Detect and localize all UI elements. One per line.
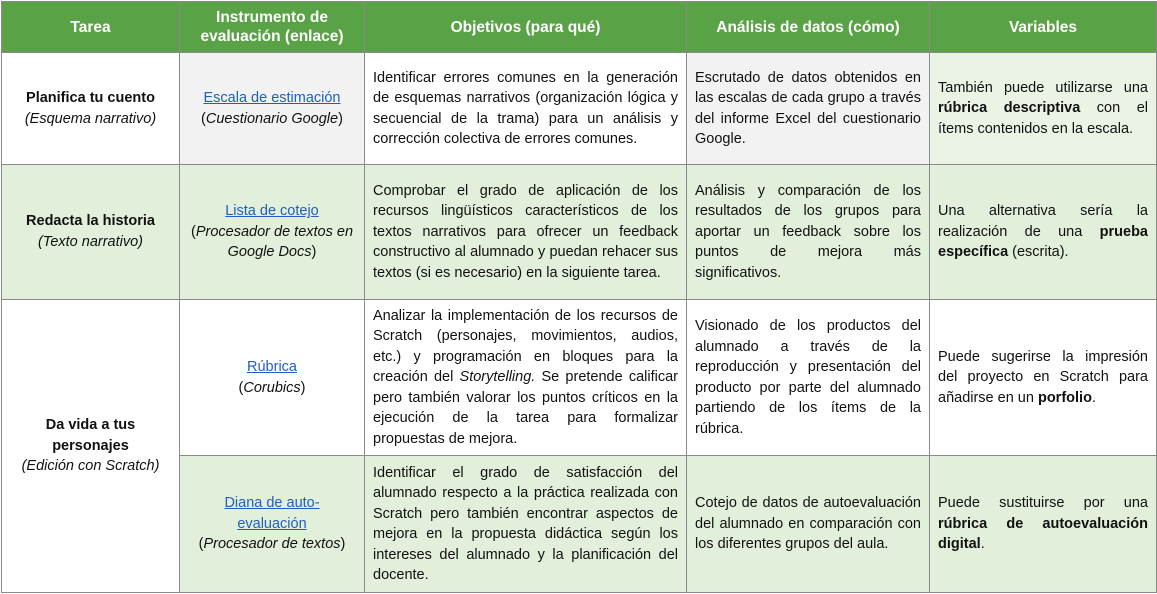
header-variables: Variables bbox=[930, 2, 1157, 53]
instrumento-link-line2: evaluación bbox=[237, 515, 307, 532]
variables-highlight: rúbrica descriptiva bbox=[938, 100, 1081, 117]
header-instrumento-line2: evaluación (enlace) bbox=[200, 28, 344, 45]
instrumento-sub-close: ) bbox=[311, 244, 317, 261]
instrumento-sub-open: ( bbox=[190, 223, 196, 240]
variables-highlight: porfolio bbox=[1037, 389, 1092, 406]
objetivos-emphasis: Storytelling. bbox=[459, 369, 536, 386]
variables-text: Una alternativa sería la realización de una bbox=[938, 203, 1148, 240]
instrumento-cell bbox=[180, 299, 365, 456]
instrumento-link[interactable]: Rúbrica bbox=[247, 359, 297, 376]
instrumento-link[interactable]: Lista de cotejo bbox=[225, 203, 319, 220]
tarea-title: Redacta la historia bbox=[26, 213, 155, 230]
variables-text: También puede utilizarse una bbox=[938, 79, 1148, 96]
objetivos-cell: Identificar el grado de satisfacción del alumnado respecto a la práctica realizada con Scratch pero también encontrar aspectos de mejora en la propuesta didáctica según los intereses del alumnado y la planificación del docente. bbox=[365, 456, 687, 593]
analisis-cell: Visionado de los productos del alumnado a través de la reproducción y presentación del producto por parte del alumnado partiendo de los ítems de la rúbrica. bbox=[687, 299, 930, 456]
variables-cell bbox=[930, 299, 1157, 456]
instrumento-subtitle: Cuestionario Google bbox=[205, 110, 339, 127]
analisis-cell: Cotejo de datos de autoevaluación del alumnado en comparación con los diferentes grupos del aula. bbox=[687, 456, 930, 593]
instrumento-subtitle: Corubics bbox=[243, 379, 301, 396]
header-instrumento bbox=[180, 2, 365, 53]
header-row bbox=[2, 2, 1157, 53]
tarea-cell bbox=[2, 299, 180, 592]
instrumento-subtitle: Procesador de textos en Google Docs bbox=[195, 223, 354, 261]
tarea-cell bbox=[2, 165, 180, 299]
variables-text: Puede sugerirse la impresión del proyecto en Scratch para añadirse en un bbox=[938, 348, 1148, 406]
instrumento-cell bbox=[180, 165, 365, 299]
variables-text-end: . bbox=[980, 536, 985, 553]
table-row bbox=[2, 53, 1157, 165]
instrumento-link[interactable]: Escala de estimación bbox=[203, 90, 341, 107]
tarea-title: Planifica tu cuento bbox=[26, 90, 155, 107]
analisis-cell: Análisis y comparación de los resultados de los grupos para aportar un feedback sobre los puntos de mejora más significativos. bbox=[687, 165, 930, 299]
variables-highlight: rúbrica de autoevaluación digital bbox=[938, 515, 1148, 553]
header-instrumento-line1: Instrumento de bbox=[216, 9, 328, 26]
instrumento-sub-close: ) bbox=[340, 536, 346, 553]
table-row bbox=[2, 299, 1157, 456]
objetivos-text: Analizar la implementación de los recursos de Scratch (personajes, movimientos, audios, etc.) y programación en bloques para la creación del bbox=[373, 307, 678, 386]
instrumento-link[interactable] bbox=[224, 495, 319, 532]
header-objetivos: Objetivos (para qué) bbox=[365, 2, 687, 53]
instrumento-subtitle: Procesador de textos bbox=[203, 536, 341, 553]
instrumento-cell bbox=[180, 53, 365, 165]
variables-text: Puede sustituirse por una bbox=[938, 495, 1148, 512]
header-analisis: Análisis de datos (cómo) bbox=[687, 2, 930, 53]
tarea-subtitle: (Edición con Scratch) bbox=[21, 458, 160, 475]
variables-text-end: con el ítems contenidos en la escala. bbox=[938, 100, 1148, 137]
variables-highlight: prueba específica bbox=[938, 223, 1148, 261]
instrumento-sub-close: ) bbox=[338, 110, 343, 127]
table-row bbox=[2, 165, 1157, 299]
objetivos-cell: Comprobar el grado de aplicación de los recursos lingüísticos característicos de los textos narrativos para ofrecer un feedback constructivo al alumnado y puedan rehacer sus textos (si es necesario) en la siguiente tarea. bbox=[365, 165, 687, 299]
tarea-subtitle: (Texto narrativo) bbox=[37, 233, 144, 250]
header-tarea: Tarea bbox=[2, 2, 180, 53]
tarea-cell bbox=[2, 53, 180, 165]
objetivos-text-end: Se pretende calificar pero también valorar los puntos críticos en la ejecución de la tarea para formalizar propuestas de mejora. bbox=[373, 369, 679, 447]
instrumento-sub-close: ) bbox=[300, 379, 306, 396]
instrumento-cell bbox=[180, 456, 365, 593]
instrumento-sub-open: ( bbox=[201, 110, 206, 127]
variables-cell bbox=[930, 53, 1157, 165]
tarea-subtitle: (Esquema narrativo) bbox=[24, 110, 157, 127]
variables-cell bbox=[930, 456, 1157, 593]
variables-text-end: . bbox=[1091, 389, 1096, 406]
instrumento-link-line1: Diana de auto- bbox=[224, 495, 320, 512]
variables-text-end: (escrita). bbox=[1008, 244, 1069, 261]
objetivos-cell bbox=[365, 299, 687, 456]
evaluation-table bbox=[1, 1, 1157, 593]
objetivos-cell: Identificar errores comunes en la generación de esquemas narrativos (organización lógica y secuencial de la trama) para un análisis y corrección colectiva de errores comunes. bbox=[365, 53, 687, 165]
variables-cell bbox=[930, 165, 1157, 299]
instrumento-sub-open: ( bbox=[238, 379, 244, 396]
tarea-title: Da vida a tus personajes bbox=[45, 417, 136, 454]
analisis-cell: Escrutado de datos obtenidos en las escalas de cada grupo a través del informe Excel del cuestionario Google. bbox=[687, 53, 930, 165]
instrumento-sub-open: ( bbox=[198, 536, 204, 553]
